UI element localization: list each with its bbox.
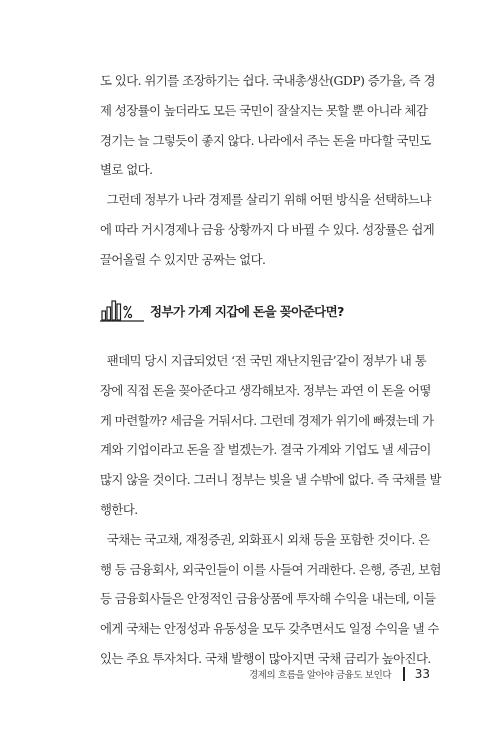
footer-divider: [403, 667, 405, 681]
text-line: 에게 국채는 안정성과 유동성을 모두 갖추면서도 일정 수익을 낼 수: [100, 621, 439, 637]
text-line: 제 성장률이 높더라도 모든 국민이 잘살지는 못할 뿐 아니라 체감: [100, 102, 428, 118]
body-text-top: [100, 66, 436, 275]
page-number: 33: [414, 667, 430, 681]
text-line: 행한다.: [100, 501, 138, 517]
text-line: 도 있다. 위기를 조장하기는 쉽다. 국내총생산(GDP) 증가율, 즉 경: [100, 73, 436, 88]
text-line: 많지 않을 것이다. 그러니 정부는 빚을 낼 수밖에 없다. 즉 국채를 발: [100, 472, 441, 488]
text-line: 그런데 정부가 나라 경제를 살리기 위해 어떤 방식을 선택하느냐: [100, 192, 431, 208]
page-footer: [100, 664, 430, 684]
text-line: 등 금융회사들은 안정적인 금융상품에 투자해 수익을 내는데, 이들: [100, 591, 436, 607]
text-line: 게 마련할까? 세금을 거둬서다. 그런데 경제가 위기에 빠졌는데 가: [100, 412, 434, 428]
text-line: 경기는 늘 그렇듯이 좋지 않다. 나라에서 주는 돈을 마다할 국민도: [100, 132, 431, 148]
running-title: 경제의 흐름을 알아야 금융도 보인다: [248, 670, 392, 681]
text-line: 끌어올릴 수 있지만 공짜는 없다.: [100, 251, 266, 267]
text-line: 에 따라 거시경제나 금융 상황까지 다 바뀔 수 있다. 성장률은 쉽게: [100, 221, 435, 237]
chart-percent-icon: [100, 295, 144, 323]
text-line: 행 등 금융회사, 외국인들이 이를 사들여 거래한다. 은행, 증권, 보험: [100, 561, 441, 577]
section-heading: [100, 293, 430, 323]
text-line: 장에 직접 돈을 꽂아준다고 생각해보자. 정부는 과연 이 돈을 어떻: [100, 382, 431, 398]
text-line: 계와 기업이라고 돈을 잘 벌겠는가. 결국 가계와 기업도 낼 세금이: [100, 442, 431, 458]
section-title: 정부가 가계 지갑에 돈을 꽂아준다면?: [150, 304, 344, 319]
text-line: 팬데믹 당시 지급되었던 ‘전 국민 재난지원금’같이 정부가 내 통: [100, 353, 427, 368]
body-text-bottom: [100, 346, 441, 674]
text-line: 별로 없다.: [100, 162, 153, 178]
text-line: 국채는 국고채, 재정증권, 외화표시 외채 등을 포함한 것이다. 은: [100, 531, 430, 547]
text-line: 있는 주요 투자처다. 국채 발행이 많아지면 국채 금리가 높아진다.: [100, 650, 431, 666]
